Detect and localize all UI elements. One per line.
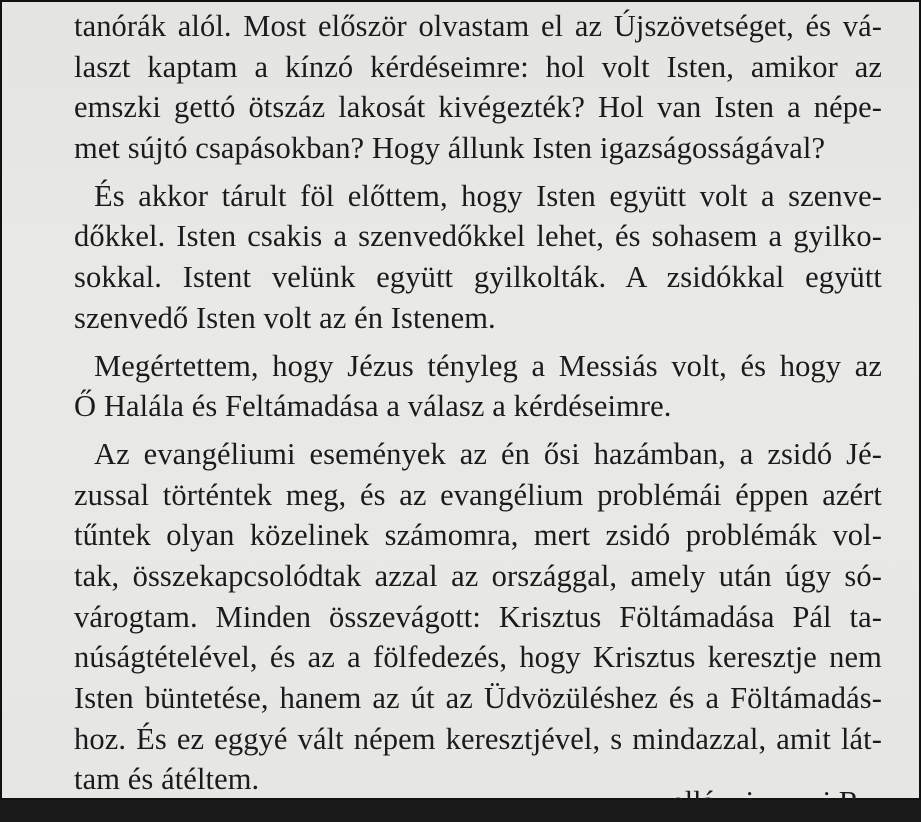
text-line: tak, összekapcsolódtak azzal az országgal, amely után úgy só-	[74, 558, 882, 593]
text-line: emszki gettó ötszáz lakosát kivégezték? Hol van Isten a népe-	[74, 90, 882, 125]
text-line: Megértettem, hogy Jézus tényleg a Messiás volt, és hogy az	[94, 348, 882, 383]
paragraph	[74, 434, 882, 800]
text-line: És akkor tárult föl előttem, hogy Isten együtt volt a szenve-	[94, 178, 882, 213]
text-line-cropped: ... ellá... i ... ... i R...	[640, 785, 882, 819]
paragraph	[74, 346, 882, 427]
text-line: szenvedő Isten volt az én Istenem.	[74, 300, 496, 335]
text-line: zussal történtek meg, és az evangélium problémái éppen azért	[74, 477, 882, 512]
text-line: hoz. És ez eggyé vált népem keresztjével, s mindazzal, amit lát-	[74, 721, 882, 756]
text-line: Isten büntetése, hanem az út az Üdvözüléshez és a Föltámadás-	[74, 681, 882, 715]
text-line: tanórák alól. Most először olvastam el az Újszövetséget, és vá-	[74, 9, 882, 43]
page-body-text	[74, 6, 882, 800]
text-line: sokkal. Istent velünk együtt gyilkolták. A zsidókkal együtt	[74, 260, 882, 295]
text-line: Az evangéliumi események az én ősi hazámban, a zsidó Jé-	[94, 436, 882, 471]
cropped-next-line	[74, 782, 882, 819]
text-line: met sújtó csapásokban? Hogy állunk Isten igazságosságával?	[74, 131, 826, 166]
text-line: tűntek olyan közelinek számomra, mert zsidó problémák vol-	[74, 518, 882, 553]
text-line: várogtam. Minden összevágott: Krisztus Föltámadása Pál ta-	[74, 599, 882, 634]
text-line: Ő Halála és Feltámadása a válasz a kérdéseimre.	[74, 389, 672, 424]
paragraph	[74, 6, 882, 169]
text-line: laszt kaptam a kínzó kérdéseimre: hol volt Isten, amikor az	[74, 49, 882, 84]
paragraph	[74, 176, 882, 339]
text-line: núságtételével, és az a fölfedezés, hogy Krisztus keresztje nem	[74, 640, 882, 675]
text-line: tam és átéltem.	[74, 762, 260, 797]
text-line: dőkkel. Isten csakis a szenvedőkkel lehet, és sohasem a gyilko-	[74, 219, 882, 254]
